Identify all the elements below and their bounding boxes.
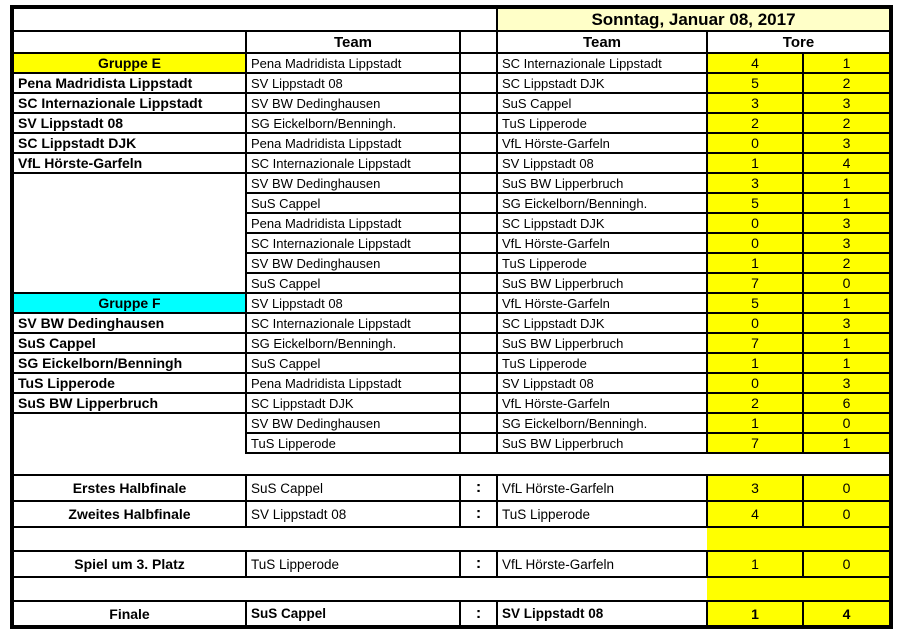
score-away-cell: 1 [803, 353, 891, 373]
left-label-cell: Gruppe E [12, 53, 246, 73]
knockout-label: Spiel um 3. Platz [12, 551, 246, 577]
away-team-cell: TuS Lipperode [497, 353, 707, 373]
left-label-cell [12, 233, 246, 253]
spacer-cell [460, 433, 497, 453]
knockout-label: Zweites Halbfinale [12, 501, 246, 527]
score-home-cell: 0 [707, 233, 803, 253]
away-team-cell: SuS BW Lipperbruch [497, 433, 707, 453]
group-match-row [12, 253, 891, 273]
col-header-tore: Tore [707, 31, 891, 53]
spacer-cell [460, 113, 497, 133]
knockout-home-team: SuS Cappel [246, 475, 460, 501]
away-team-cell: SC Lippstadt DJK [497, 73, 707, 93]
left-label-cell: SC Internazionale Lippstadt [12, 93, 246, 113]
left-label-cell: SV BW Dedinghausen [12, 313, 246, 333]
col-header-away-team: Team [497, 31, 707, 53]
left-label-cell: Gruppe F [12, 293, 246, 313]
score-away-cell: 1 [803, 53, 891, 73]
away-team-cell: TuS Lipperode [497, 113, 707, 133]
home-team-cell: SuS Cappel [246, 353, 460, 373]
group-match-row [12, 53, 891, 73]
away-team-cell: SV Lippstadt 08 [497, 373, 707, 393]
column-header-row [12, 31, 891, 53]
home-team-cell: Pena Madridista Lippstadt [246, 213, 460, 233]
home-team-cell: SC Internazionale Lippstadt [246, 313, 460, 333]
spacer-row [12, 453, 891, 475]
score-home-cell: 2 [707, 393, 803, 413]
home-team-cell: SV BW Dedinghausen [246, 253, 460, 273]
spacer-cell [12, 577, 707, 601]
score-home-cell: 5 [707, 293, 803, 313]
home-team-cell: SuS Cappel [246, 273, 460, 293]
score-away-cell: 0 [803, 273, 891, 293]
third-place-row [12, 551, 891, 577]
spacer-row [12, 577, 891, 601]
colon-separator: : [460, 475, 497, 501]
knockout-home-team: SV Lippstadt 08 [246, 501, 460, 527]
score-home-cell: 1 [707, 353, 803, 373]
score-home-cell: 4 [707, 53, 803, 73]
spacer-cell [460, 173, 497, 193]
yellow-strip [707, 527, 891, 551]
knockout-score-away: 0 [803, 475, 891, 501]
header-section [12, 7, 891, 53]
spacer-cell [12, 453, 891, 475]
left-label-cell [12, 213, 246, 233]
colon-separator: : [460, 601, 497, 627]
score-home-cell: 2 [707, 113, 803, 133]
score-away-cell: 3 [803, 313, 891, 333]
score-home-cell: 5 [707, 193, 803, 213]
tournament-table [10, 5, 893, 629]
score-home-cell: 1 [707, 413, 803, 433]
left-label-cell [12, 413, 246, 433]
left-label-cell [12, 253, 246, 273]
score-home-cell: 0 [707, 213, 803, 233]
spacer-cell [460, 93, 497, 113]
semifinal-1-row [12, 475, 891, 501]
semifinal-2-row [12, 501, 891, 527]
knockout-away-team: VfL Hörste-Garfeln [497, 551, 707, 577]
score-away-cell: 1 [803, 293, 891, 313]
spacer-cell [460, 293, 497, 313]
score-home-cell: 0 [707, 373, 803, 393]
score-away-cell: 3 [803, 233, 891, 253]
spacer-cell [12, 527, 707, 551]
spacer-cell [460, 333, 497, 353]
group-match-row [12, 413, 891, 433]
away-team-cell: SuS BW Lipperbruch [497, 333, 707, 353]
knockout-score-home: 1 [707, 601, 803, 627]
colon-separator: : [460, 551, 497, 577]
knockout-section [12, 453, 891, 627]
final-row [12, 601, 891, 627]
knockout-label: Finale [12, 601, 246, 627]
away-team-cell: SG Eickelborn/Benningh. [497, 413, 707, 433]
knockout-score-home: 1 [707, 551, 803, 577]
score-home-cell: 7 [707, 333, 803, 353]
home-team-cell: TuS Lipperode [246, 433, 460, 453]
score-home-cell: 3 [707, 173, 803, 193]
home-team-cell: SG Eickelborn/Benningh. [246, 333, 460, 353]
group-match-row [12, 93, 891, 113]
spacer-cell [460, 373, 497, 393]
knockout-score-home: 4 [707, 501, 803, 527]
home-team-cell: SG Eickelborn/Benningh. [246, 113, 460, 133]
home-team-cell: Pena Madridista Lippstadt [246, 373, 460, 393]
group-match-row [12, 153, 891, 173]
away-team-cell: SV Lippstadt 08 [497, 153, 707, 173]
score-home-cell: 7 [707, 433, 803, 453]
away-team-cell: SuS BW Lipperbruch [497, 173, 707, 193]
group-match-row [12, 173, 891, 193]
away-team-cell: SC Lippstadt DJK [497, 313, 707, 333]
group-match-row [12, 133, 891, 153]
score-home-cell: 7 [707, 273, 803, 293]
blank-spacer-header [460, 31, 497, 53]
group-match-row [12, 233, 891, 253]
group-section [12, 53, 891, 453]
away-team-cell: SuS Cappel [497, 93, 707, 113]
spacer-cell [460, 233, 497, 253]
knockout-score-home: 3 [707, 475, 803, 501]
home-team-cell: Pena Madridista Lippstadt [246, 53, 460, 73]
home-team-cell: Pena Madridista Lippstadt [246, 133, 460, 153]
date-row [12, 7, 891, 31]
score-away-cell: 3 [803, 213, 891, 233]
spacer-cell [460, 193, 497, 213]
spacer-cell [460, 253, 497, 273]
group-match-row [12, 433, 891, 453]
away-team-cell: SG Eickelborn/Benningh. [497, 193, 707, 213]
knockout-away-team: VfL Hörste-Garfeln [497, 475, 707, 501]
left-label-cell [12, 173, 246, 193]
home-team-cell: SC Lippstadt DJK [246, 393, 460, 413]
spacer-cell [460, 153, 497, 173]
left-label-cell: TuS Lipperode [12, 373, 246, 393]
spacer-cell [460, 73, 497, 93]
left-label-cell: SG Eickelborn/Benningh [12, 353, 246, 373]
spacer-cell [460, 413, 497, 433]
score-away-cell: 2 [803, 253, 891, 273]
left-label-cell [12, 273, 246, 293]
home-team-cell: SC Internazionale Lippstadt [246, 153, 460, 173]
group-match-row [12, 353, 891, 373]
group-match-row [12, 273, 891, 293]
knockout-score-away: 0 [803, 551, 891, 577]
home-team-cell: SV BW Dedinghausen [246, 93, 460, 113]
left-label-cell [12, 433, 246, 453]
away-team-cell: SC Lippstadt DJK [497, 213, 707, 233]
score-home-cell: 5 [707, 73, 803, 93]
group-match-row [12, 193, 891, 213]
knockout-home-team: SuS Cappel [246, 601, 460, 627]
group-match-row [12, 73, 891, 93]
group-match-row [12, 213, 891, 233]
score-home-cell: 3 [707, 93, 803, 113]
left-label-cell: SuS Cappel [12, 333, 246, 353]
knockout-score-away: 0 [803, 501, 891, 527]
score-away-cell: 6 [803, 393, 891, 413]
spacer-cell [460, 213, 497, 233]
score-home-cell: 1 [707, 253, 803, 273]
left-label-cell: VfL Hörste-Garfeln [12, 153, 246, 173]
date-header: Sonntag, Januar 08, 2017 [497, 7, 891, 31]
away-team-cell: SuS BW Lipperbruch [497, 273, 707, 293]
away-team-cell: TuS Lipperode [497, 253, 707, 273]
home-team-cell: SV BW Dedinghausen [246, 413, 460, 433]
home-team-cell: SV Lippstadt 08 [246, 73, 460, 93]
group-match-row [12, 313, 891, 333]
group-match-row [12, 333, 891, 353]
knockout-score-away: 4 [803, 601, 891, 627]
spacer-cell [460, 133, 497, 153]
score-away-cell: 4 [803, 153, 891, 173]
left-label-cell: Pena Madridista Lippstadt [12, 73, 246, 93]
score-away-cell: 2 [803, 113, 891, 133]
home-team-cell: SV BW Dedinghausen [246, 173, 460, 193]
away-team-cell: VfL Hörste-Garfeln [497, 133, 707, 153]
col-header-home-team: Team [246, 31, 460, 53]
group-match-row [12, 113, 891, 133]
blank-header-cell [12, 31, 246, 53]
score-home-cell: 1 [707, 153, 803, 173]
spacer-cell [460, 273, 497, 293]
score-away-cell: 3 [803, 373, 891, 393]
home-team-cell: SuS Cappel [246, 193, 460, 213]
away-team-cell: SC Internazionale Lippstadt [497, 53, 707, 73]
knockout-home-team: TuS Lipperode [246, 551, 460, 577]
score-away-cell: 0 [803, 413, 891, 433]
group-match-row [12, 373, 891, 393]
score-away-cell: 3 [803, 133, 891, 153]
left-label-cell [12, 193, 246, 213]
left-label-cell: SV Lippstadt 08 [12, 113, 246, 133]
knockout-label: Erstes Halbfinale [12, 475, 246, 501]
score-away-cell: 1 [803, 173, 891, 193]
score-away-cell: 1 [803, 193, 891, 213]
score-away-cell: 1 [803, 433, 891, 453]
spacer-cell [460, 353, 497, 373]
spacer-cell [460, 393, 497, 413]
score-away-cell: 1 [803, 333, 891, 353]
score-away-cell: 3 [803, 93, 891, 113]
group-match-row [12, 293, 891, 313]
score-home-cell: 0 [707, 133, 803, 153]
away-team-cell: VfL Hörste-Garfeln [497, 393, 707, 413]
home-team-cell: SC Internazionale Lippstadt [246, 233, 460, 253]
home-team-cell: SV Lippstadt 08 [246, 293, 460, 313]
away-team-cell: VfL Hörste-Garfeln [497, 293, 707, 313]
away-team-cell: VfL Hörste-Garfeln [497, 233, 707, 253]
knockout-away-team: SV Lippstadt 08 [497, 601, 707, 627]
score-home-cell: 0 [707, 313, 803, 333]
colon-separator: : [460, 501, 497, 527]
left-label-cell: SC Lippstadt DJK [12, 133, 246, 153]
group-match-row [12, 393, 891, 413]
spacer-cell [460, 313, 497, 333]
yellow-strip [707, 577, 891, 601]
blank-corner-cell [12, 7, 497, 31]
score-away-cell: 2 [803, 73, 891, 93]
left-label-cell: SuS BW Lipperbruch [12, 393, 246, 413]
spacer-row [12, 527, 891, 551]
knockout-away-team: TuS Lipperode [497, 501, 707, 527]
spacer-cell [460, 53, 497, 73]
